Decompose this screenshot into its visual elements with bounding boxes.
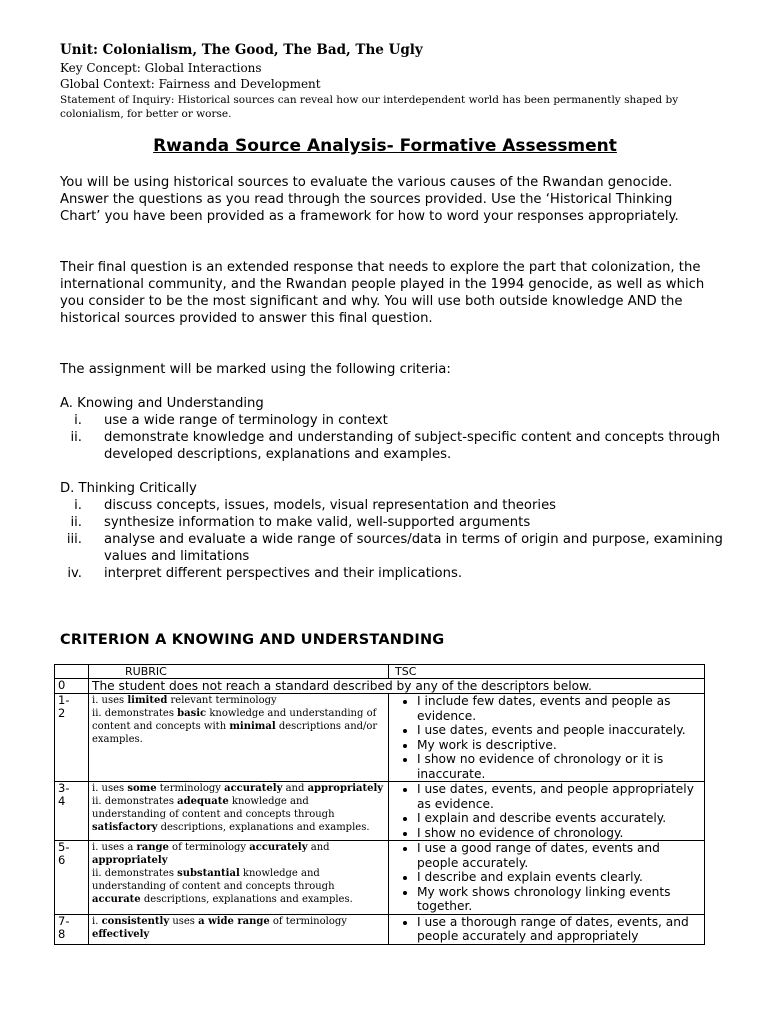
- key-concept: Key Concept: Global Interactions: [60, 61, 262, 75]
- item-number: i.: [74, 498, 82, 513]
- tsc-list: [392, 915, 701, 944]
- item-text: demonstrate knowledge and understanding of subject-specific content and concepts through developed descriptions, explanations and examples.: [104, 430, 721, 462]
- rubric-descriptor-line: i. uses limited relevant terminology: [92, 695, 277, 706]
- table-row: [55, 914, 705, 944]
- rubric-descriptor-line: i. uses a range of terminology accurately and appropriately: [92, 842, 330, 866]
- rubric-descriptor-line: ii. demonstrates basic knowledge and understanding of content and concepts with minimal descriptions and/or examples.: [92, 708, 378, 745]
- level-cell: 3- 4: [55, 782, 89, 841]
- intro-paragraph-3: The assignment will be marked using the following criteria:: [60, 362, 451, 377]
- item-number: ii.: [70, 430, 82, 445]
- tsc-list-item: • I explain and describe events accurately.: [417, 811, 701, 826]
- rubric-descriptor-line: i. consistently uses a wide range of terminology effectively: [92, 915, 347, 940]
- table-header-row: [55, 665, 705, 679]
- rubric-descriptor-line: ii. demonstrates adequate knowledge and understanding of content and concepts through satisfactory descriptions, explanations and examples.: [92, 796, 370, 833]
- rubric-descriptor-line: i. uses some terminology accurately and appropriately: [92, 783, 384, 794]
- table-row: [55, 679, 705, 694]
- tsc-list-item: • I include few dates, events and people as evidence.: [417, 694, 701, 723]
- item-text: discuss concepts, issues, models, visual representation and theories: [104, 498, 557, 513]
- tsc-list-item: • I describe and explain events clearly.: [417, 870, 701, 885]
- intro-paragraph-1: You will be using historical sources to evaluate the various causes of the Rwandan genocide. Answer the questions as you read through the sources provided. Use the ‘Historical Thinking Chart’ you have been provided as a framework for how to word your responses appropriately.: [60, 175, 679, 224]
- tsc-cell: [389, 694, 705, 782]
- level-cell: 1- 2: [55, 694, 89, 782]
- table-row: [55, 694, 705, 782]
- table-row: [55, 841, 705, 915]
- tsc-list: [392, 694, 701, 781]
- tsc-list: [392, 841, 701, 914]
- rubric-table: [54, 664, 705, 945]
- item-text: interpret different perspectives and their implications.: [104, 566, 463, 581]
- tsc-column-header: TSC: [389, 665, 705, 679]
- rubric-descriptor-cell: [89, 782, 389, 841]
- item-number: ii.: [70, 515, 82, 530]
- criterion-a-heading: A. Knowing and Understanding: [60, 396, 264, 411]
- rubric-descriptor-cell: [89, 841, 389, 915]
- tsc-cell: [389, 914, 705, 944]
- item-number: iv.: [67, 566, 82, 581]
- rubric-descriptor-line: ii. demonstrates substantial knowledge and understanding of content and concepts through accurate descriptions, explanations and examples.: [92, 868, 353, 905]
- criterion-a-table-heading: CRITERION A KNOWING AND UNDERSTANDING: [60, 632, 445, 648]
- statement-of-inquiry: [60, 93, 720, 121]
- level-cell: 7- 8: [55, 914, 89, 944]
- tsc-list-item: • I use dates, events, and people appropriately as evidence.: [417, 782, 701, 811]
- tsc-list-item: • I use a thorough range of dates, events, and people accurately and appropriately: [417, 915, 701, 944]
- item-text: use a wide range of terminology in context: [104, 413, 388, 428]
- tsc-list: [392, 782, 701, 840]
- global-context: Global Context: Fairness and Development: [60, 77, 321, 91]
- intro-paragraph-2: Their final question is an extended response that needs to explore the part that colonization, the international community, and the Rwandan people played in the 1994 genocide, as well as which you consider to be the most significant and why. You will use both outside knowledge AND the historical sources provided to answer this final question.: [60, 260, 705, 326]
- rubric-column-header: RUBRIC: [89, 665, 389, 679]
- item-number: iii.: [66, 532, 82, 547]
- level-zero-description: The student does not reach a standard described by any of the descriptors below.: [89, 679, 705, 694]
- level-cell: 0: [55, 679, 89, 694]
- tsc-list-item: • My work is descriptive.: [417, 738, 701, 753]
- tsc-list-item: • I show no evidence of chronology or it is inaccurate.: [417, 752, 701, 781]
- table-row: [55, 782, 705, 841]
- tsc-list-item: • I use dates, events and people inaccurately.: [417, 723, 701, 738]
- level-cell: 5- 6: [55, 841, 89, 915]
- inquiry-line-2: colonialism, for better or worse.: [60, 108, 232, 120]
- tsc-list-item: • My work shows chronology linking events together.: [417, 885, 701, 914]
- item-number: i.: [74, 413, 82, 428]
- level-header-cell: [55, 665, 89, 679]
- inquiry-line-1: Statement of Inquiry: Historical sources can reveal how our interdependent world has been permanently shaped by: [60, 94, 679, 106]
- page-title: Rwanda Source Analysis- Formative Assessment: [153, 136, 617, 156]
- item-text: synthesize information to make valid, well-supported arguments: [104, 515, 531, 530]
- criterion-d-heading: D. Thinking Critically: [60, 481, 197, 496]
- tsc-cell: [389, 782, 705, 841]
- tsc-list-item: • I show no evidence of chronology.: [417, 826, 701, 841]
- rubric-descriptor-cell: [89, 914, 389, 944]
- rubric-descriptor-cell: [89, 694, 389, 782]
- tsc-cell: [389, 841, 705, 915]
- rubric-rows: [55, 694, 705, 945]
- unit-title: Unit: Colonialism, The Good, The Bad, The Ugly: [60, 42, 423, 58]
- item-text: analyse and evaluate a wide range of sources/data in terms of origin and purpose, examining values and limitations: [104, 532, 723, 564]
- tsc-list-item: • I use a good range of dates, events and people accurately.: [417, 841, 701, 870]
